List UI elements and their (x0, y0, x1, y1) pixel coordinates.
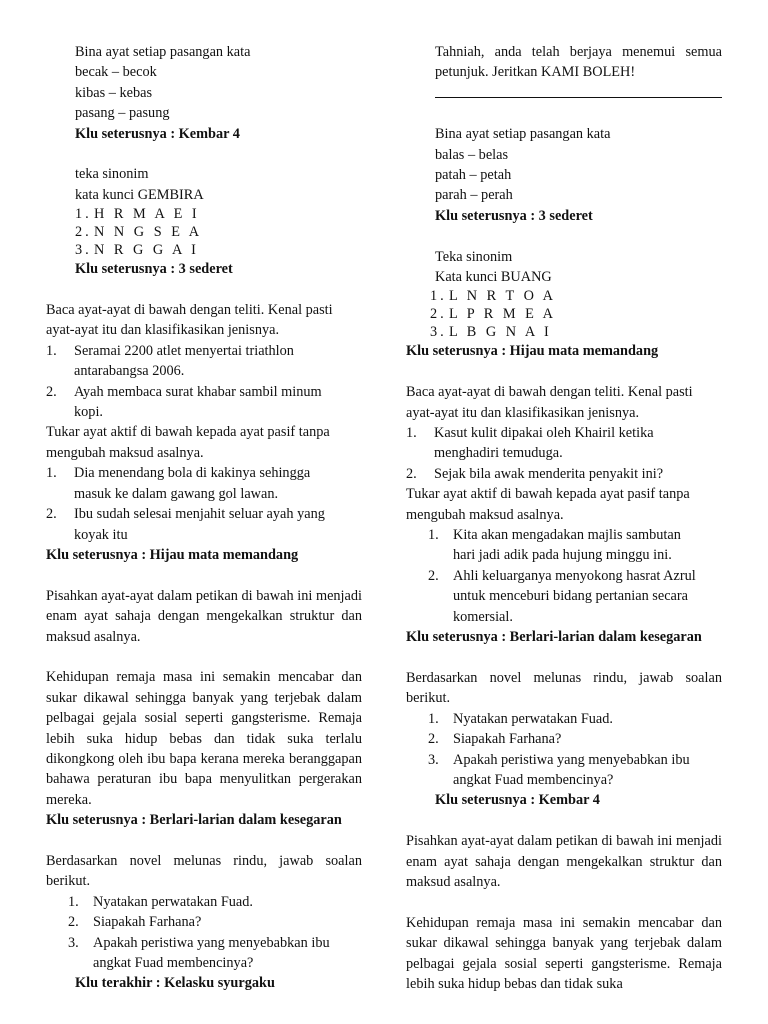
baca-instruction: ayat-ayat itu dan klasifikasikan jenisnya. (46, 322, 280, 339)
word-pair: balas – belas (435, 146, 509, 163)
list-item: 1. Nyatakan perwatakan Fuad. (428, 710, 613, 727)
teka-sinonim-title: Teka sinonim (435, 248, 513, 265)
list-item: 1. H R M A E I (75, 206, 200, 223)
list-item: 2. Sejak bila awak menderita penyakit ini? (406, 465, 664, 482)
baca-instruction: Baca ayat-ayat di bawah dengan teliti. Kenal pasti (46, 302, 333, 319)
clue-text: Klu seterusnya : Hijau mata memandang (406, 343, 659, 360)
list-item: 2. Siapakah Farhana? (428, 731, 562, 748)
final-clue: Klu terakhir : Kelasku syurgaku (75, 975, 275, 992)
right-column (406, 42, 722, 994)
tukar-instruction: mengubah maksud asalnya. (406, 506, 564, 523)
list-item: 1. L N R T O A (430, 288, 557, 305)
list-item: 3. N R G G A I (75, 242, 199, 259)
petikan-paragraph: Kehidupan remaja masa ini semakin mencabar dan sukar dikawal sehingga banyak yang terjebak dalam pelbagai gejala sosial seperti gangsterisme. Remaja lebih suka hidup bebas dan tidak suka terlalu dikongkong oleh ibu bapa kerana mereka beranggapan bahawa peraturan ibu bapa menyulitkan pergerakan mereka. (46, 669, 362, 808)
list-item: 2. L P R M E A (430, 306, 557, 323)
list-item: 3. L B G N A I (430, 324, 552, 341)
left-column (46, 42, 362, 994)
pisah-instruction: Pisahkan ayat-ayat dalam petikan di bawah ini menjadi enam ayat sahaja dengan mengekalkan struktur dan maksud asalnya. (46, 587, 362, 645)
baca-instruction: Baca ayat-ayat di bawah dengan teliti. Kenal pasti (406, 384, 693, 401)
novel-instruction: Berdasarkan novel melunas rindu, jawab soalan berikut. (46, 852, 362, 890)
bina-ayat-instruction: Bina ayat setiap pasangan kata (75, 44, 251, 60)
list-item: 2. Siapakah Farhana? (68, 914, 202, 931)
teka-sinonim-key: kata kunci GEMBIRA (75, 186, 204, 203)
tukar-instruction: Tukar ayat aktif di bawah kepada ayat pasif tanpa (46, 424, 330, 441)
clue-text: Klu seterusnya : Hijau mata memandang (46, 546, 299, 563)
tukar-instruction: mengubah maksud asalnya. (46, 444, 204, 461)
list-item: 1. Nyatakan perwatakan Fuad. (68, 893, 253, 910)
tahniah-section (406, 42, 722, 287)
word-pair: becak – becok (75, 64, 157, 81)
clue-text: Klu seterusnya : Kembar 4 (75, 125, 240, 142)
list-item: 2. Ayah membaca surat khabar sambil minum kopi. (46, 383, 322, 421)
word-pair: parah – perah (435, 187, 513, 204)
scrambled-letters-list (75, 205, 362, 259)
novel-questions (46, 892, 362, 974)
scrambled-letters-list (406, 287, 722, 341)
novel-instruction: Berdasarkan novel melunas rindu, jawab soalan berikut. (406, 669, 722, 707)
petikan-paragraph: Kehidupan remaja masa ini semakin mencabar dan sukar dikawal sehingga banyak yang terjebak dalam pelbagai gejala sosial seperti gangsterisme. Remaja lebih suka hidup bebas dan tidak suka (406, 914, 722, 992)
word-pair: pasang – pasung (75, 105, 170, 122)
novel-questions (406, 709, 722, 791)
list-item: 2. Ibu sudah selesai menjahit seluar ayah yang koyak itu (46, 506, 325, 543)
teka-sinonim-title: teka sinonim (75, 166, 149, 183)
list-item: 3. Apakah peristiwa yang menyebabkan ibu angkat Fuad membencinya? (428, 751, 690, 788)
clue-text: Klu seterusnya : Berlari-larian dalam kesegaran (406, 629, 702, 646)
tukar-instruction: Tukar ayat aktif di bawah kepada ayat pasif tanpa (406, 486, 690, 503)
congratulations-text: petunjuk. Jeritkan KAMI BOLEH! (435, 64, 636, 81)
word-pair: kibas – kebas (75, 84, 153, 101)
bina-ayat-section-left (46, 42, 362, 280)
list-item: 1. Kasut kulit dipakai oleh Khairil ketika menghadiri temuduga. (406, 425, 654, 462)
teka-sinonim-key: Kata kunci BUANG (435, 269, 552, 286)
list-item: 1. Dia menendang bola di kakinya sehingga masuk ke dalam gawang gol lawan. (46, 465, 311, 502)
bina-ayat-instruction: Bina ayat setiap pasangan kata (435, 126, 611, 143)
clue-text: Klu seterusnya : 3 sederet (435, 207, 593, 224)
clue-text: Klu seterusnya : 3 sederet (75, 261, 233, 278)
list-item: 2. N N G S E A (75, 224, 203, 241)
answer-line (435, 83, 722, 98)
clue-text: Klu seterusnya : Kembar 4 (435, 792, 600, 809)
list-item: 3. Apakah peristiwa yang menyebabkan ibu angkat Fuad membencinya? (68, 934, 330, 971)
word-pair: patah – petah (435, 167, 512, 184)
congratulations-text: Tahniah, anda telah berjaya menemui semua (435, 44, 722, 60)
list-item: 1. Seramai 2200 atlet menyertai triathlon antarabangsa 2006. (46, 342, 294, 380)
pisah-instruction: Pisahkan ayat-ayat dalam petikan di bawah ini menjadi enam ayat sahaja dengan mengekalkan struktur dan maksud asalnya. (406, 833, 722, 890)
list-item: 1. Kita akan mengadakan majlis sambutan hari jadi adik pada hujung minggu ini. (428, 527, 681, 564)
tukar-list (406, 525, 722, 627)
clue-text: Klu seterusnya : Berlari-larian dalam kesegaran (46, 812, 342, 829)
baca-instruction: ayat-ayat itu dan klasifikasikan jenisnya. (406, 404, 640, 421)
list-item: 2. Ahli keluarganya menyokong hasrat Azrul untuk menceburi bidang pertanian secara komersial. (428, 567, 696, 625)
